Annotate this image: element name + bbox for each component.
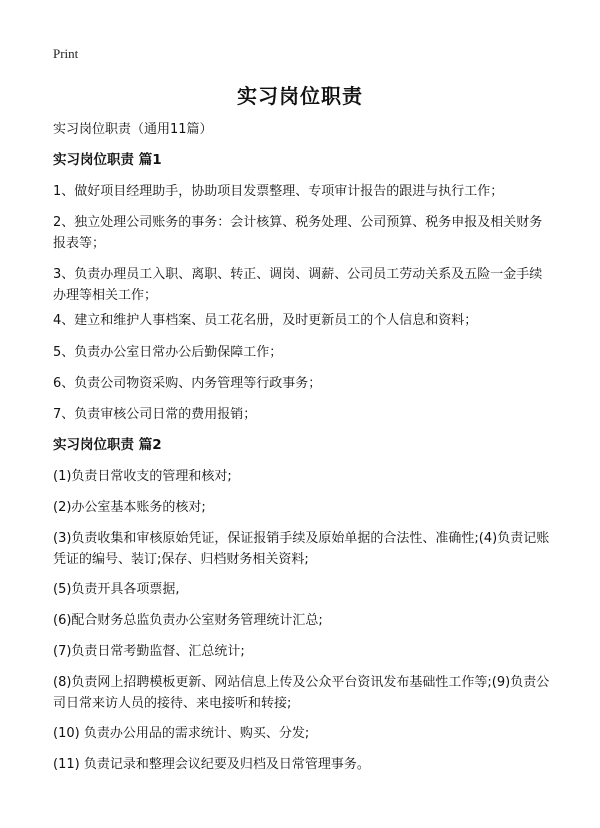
document-title: 实习岗位职责 [237,84,363,108]
list-item: 7、负责审核公司日常的费用报销； [53,407,257,422]
list-item: (2)办公室基本账务的核对; [53,500,206,515]
document-subtitle: 实习岗位职责（通用11篇） [53,122,213,137]
list-item: (5)负责开具各项票据, [53,582,180,597]
list-item: 3、负责办理员工入职、离职、转正、调岗、调薪、公司员工劳动关系及五险一金手续办理等相关工作； [53,267,543,303]
list-item: 6、负责公司物资采购、内务管理等行政事务； [53,376,322,391]
list-item: (6)配合财务总监负责办公室财务管理统计汇总; [53,613,323,628]
section-heading-2: 实习岗位职责 篇2 [53,437,162,453]
list-item: (11) 负责记录和整理会议纪要及归档及日常管理事务。 [53,757,370,772]
list-item: (8)负责网上招聘模板更新、网站信息上传及公众平台资讯发布基础性工作等;(9)负责公司日常来访人员的接待、来电接听和转接; [53,675,550,711]
section-heading-1: 实习岗位职责 篇1 [53,152,162,168]
list-item: 1、做好项目经理助手，协助项目发票整理、专项审计报告的跟进与执行工作； [53,184,504,199]
list-item: (1)负责日常收支的管理和核对; [53,469,232,484]
list-item: 4、建立和维护人事档案、员工花名册，及时更新员工的个人信息和资料； [53,313,478,328]
list-item: 5、负责办公室日常办公后勤保障工作； [53,345,283,360]
print-link[interactable]: Print [53,46,79,61]
list-item: (10) 负责办公用品的需求统计、购买、分发; [53,726,310,741]
list-item: 2、独立处理公司账务的事务：会计核算、税务处理、公司预算、税务申报及相关财务报表等； [53,215,543,251]
list-item: (3)负责收集和审核原始凭证，保证报销手续及原始单据的合法性、准确性;(4)负责记账凭证的编号、装订;保存、归档财务相关资料; [53,531,550,567]
list-item: (7)负责日常考勤监督、汇总统计; [53,644,245,659]
